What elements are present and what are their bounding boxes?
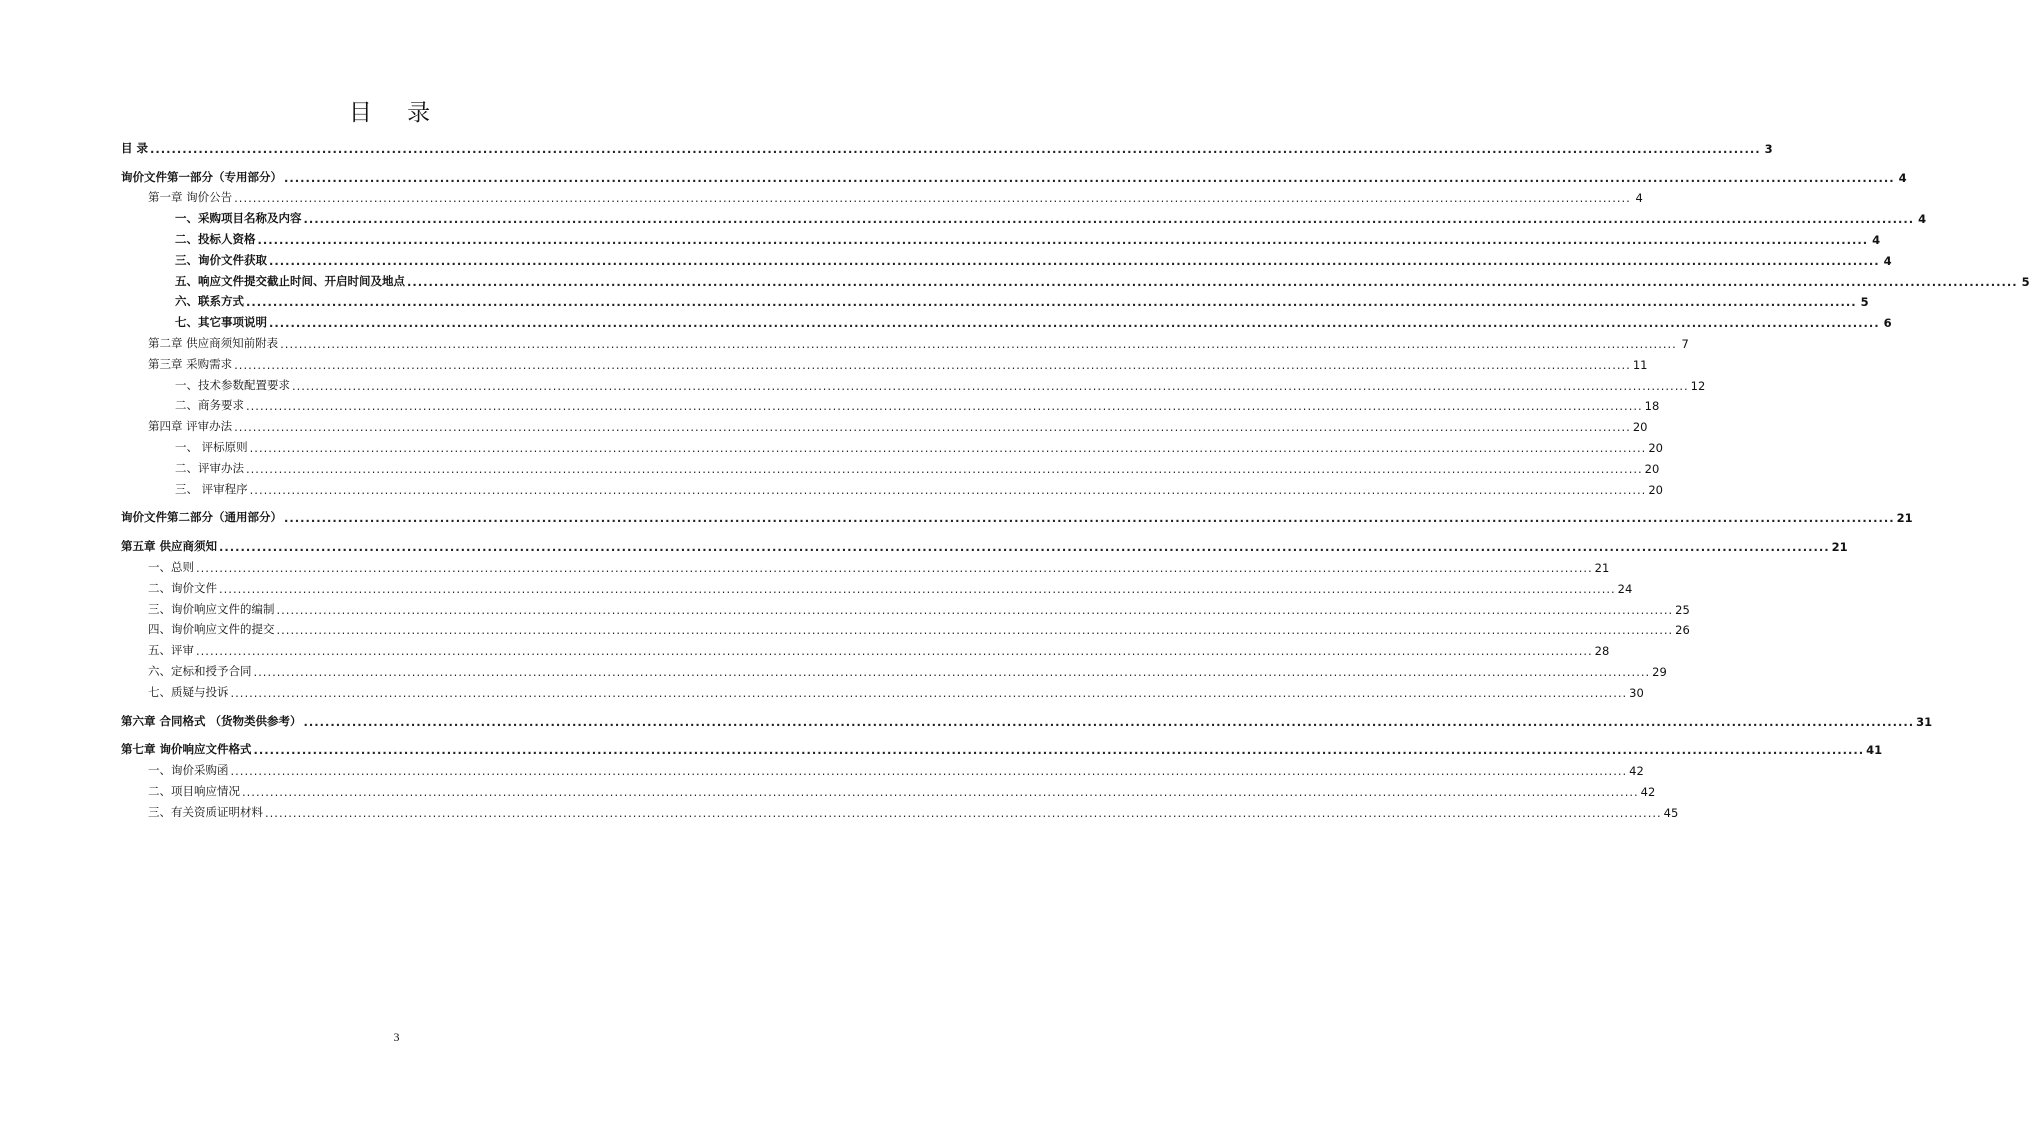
toc-entry-page: 21 bbox=[1594, 560, 1610, 575]
toc-entry-label: 第五章 供应商须知 bbox=[121, 539, 218, 554]
toc-entry[interactable] bbox=[121, 268, 2030, 289]
toc-entry-label: 三、有关资质证明材料 bbox=[148, 804, 263, 819]
toc-leader-dots: ............................................................................................................................................................................................................................................................................................................ bbox=[253, 743, 1865, 758]
toc-entry[interactable] bbox=[121, 434, 1663, 455]
toc-entry[interactable] bbox=[121, 554, 1610, 575]
toc-entry-page: 20 bbox=[1648, 440, 1663, 455]
toc-entry-label: 一、采购项目名称及内容 bbox=[175, 211, 302, 226]
toc-entry[interactable] bbox=[121, 737, 1883, 758]
toc-leader-dots: ............................................................................................................................................................................................................................................................................................................ bbox=[265, 805, 1662, 820]
toc-leader-dots: ............................................................................................................................................................................................................................................................................................................ bbox=[276, 623, 1674, 638]
toc-leader-dots: ............................................................................................................................................................................................................................................................................................................ bbox=[196, 644, 1593, 659]
toc-entry[interactable] bbox=[121, 164, 1907, 185]
toc-leader-dots: ............................................................................................................................................................................................................................................................................................................ bbox=[234, 191, 1631, 206]
toc-entry[interactable] bbox=[121, 708, 1933, 729]
toc-entry-page: 20 bbox=[1648, 482, 1663, 497]
toc-leader-dots: ............................................................................................................................................................................................................................................................................................................ bbox=[234, 420, 1631, 435]
toc-entry[interactable] bbox=[121, 637, 1610, 659]
toc-entry[interactable] bbox=[121, 413, 1648, 435]
toc-entry[interactable] bbox=[121, 505, 1913, 526]
toc-entry-label: 第七章 询价响应文件格式 bbox=[121, 742, 252, 757]
toc-entry-page: 3 bbox=[1764, 141, 1773, 156]
toc-leader-dots: ............................................................................................................................................................................................................................................................................................................ bbox=[196, 560, 1593, 575]
toc-leader-dots: ............................................................................................................................................................................................................................................................................................................ bbox=[284, 170, 1895, 185]
toc-entry[interactable] bbox=[121, 455, 1660, 476]
toc-entry[interactable] bbox=[121, 617, 1690, 638]
toc-entry-page: 4 bbox=[1883, 253, 1892, 268]
toc-entry-page: 30 bbox=[1629, 685, 1644, 700]
toc-leader-dots: ............................................................................................................................................................................................................................................................................................................ bbox=[246, 399, 1643, 414]
toc-entry-page: 42 bbox=[1629, 764, 1644, 779]
toc-entry-page: 45 bbox=[1663, 805, 1679, 820]
toc-entry[interactable] bbox=[121, 185, 1643, 206]
toc-entry-label: 七、其它事项说明 bbox=[175, 315, 267, 330]
toc-entry-page: 29 bbox=[1652, 664, 1667, 679]
toc-entry-label: 一、技术参数配置要求 bbox=[175, 377, 290, 392]
toc-entry[interactable] bbox=[121, 226, 1881, 247]
toc-entry[interactable] bbox=[121, 309, 1892, 331]
toc-entry[interactable] bbox=[121, 372, 1706, 393]
toc-entry[interactable] bbox=[121, 330, 1689, 351]
toc-leader-dots: ............................................................................................................................................................................................................................................................................................................ bbox=[280, 336, 1677, 351]
toc-entry-page: 5 bbox=[1860, 295, 1869, 310]
toc-leader-dots: ............................................................................................................................................................................................................................................................................................................ bbox=[150, 141, 1761, 156]
toc-leader-dots: ............................................................................................................................................................................................................................................................................................................ bbox=[303, 714, 1915, 729]
toc-leader-dots: ............................................................................................................................................................................................................................................................................................................ bbox=[269, 316, 1880, 331]
toc-entry[interactable] bbox=[121, 351, 1648, 372]
toc-entry[interactable] bbox=[121, 289, 1869, 310]
toc-entry-label: 目 录 bbox=[121, 140, 149, 155]
toc-entry[interactable] bbox=[121, 778, 1656, 799]
toc-entry[interactable] bbox=[121, 393, 1660, 414]
toc-leader-dots: ............................................................................................................................................................................................................................................................................................................ bbox=[303, 212, 1915, 227]
toc-entry-label: 一、询价采购函 bbox=[148, 763, 229, 778]
toc-entry-label: 二、投标人资格 bbox=[175, 231, 256, 246]
toc-leader-dots: ............................................................................................................................................................................................................................................................................................................ bbox=[242, 784, 1639, 799]
toc-leader-dots: ............................................................................................................................................................................................................................................................................................................ bbox=[284, 511, 1895, 526]
toc-entry-page: 4 bbox=[1898, 170, 1907, 185]
toc-entry-label: 第一章 询价公告 bbox=[148, 190, 233, 205]
toc-entry[interactable] bbox=[121, 596, 1690, 617]
toc-entry-label: 第三章 采购需求 bbox=[148, 356, 233, 371]
toc-entry-label: 三、询价响应文件的编制 bbox=[148, 601, 275, 616]
toc-entry[interactable] bbox=[121, 247, 1892, 268]
toc-entry-page: 42 bbox=[1640, 784, 1656, 799]
toc-leader-dots: ............................................................................................................................................................................................................................................................................................................ bbox=[230, 764, 1628, 779]
toc-entry-page: 4 bbox=[1918, 212, 1927, 227]
toc-leader-dots: ............................................................................................................................................................................................................................................................................................................ bbox=[257, 232, 1869, 247]
toc-entry-page: 20 bbox=[1644, 461, 1660, 476]
toc-entry-label: 询价文件第二部分（通用部分） bbox=[121, 510, 282, 525]
toc-leader-dots: ............................................................................................................................................................................................................................................................................................................ bbox=[407, 274, 2018, 289]
toc-leader-dots: ............................................................................................................................................................................................................................................................................................................ bbox=[230, 685, 1628, 700]
toc-entry[interactable] bbox=[121, 205, 1927, 227]
toc-leader-dots: ............................................................................................................................................................................................................................................................................................................ bbox=[246, 295, 1857, 310]
toc-entry-page: 21 bbox=[1831, 540, 1848, 555]
toc-entry-label: 二、询价文件 bbox=[148, 580, 217, 595]
toc-entry-page: 11 bbox=[1632, 357, 1648, 372]
toc-entry[interactable] bbox=[121, 679, 1644, 700]
toc-leader-dots: ............................................................................................................................................................................................................................................................................................................ bbox=[249, 482, 1647, 497]
toc-entry-label: 第四章 评审办法 bbox=[148, 419, 233, 434]
toc-entry-page: 20 bbox=[1632, 420, 1648, 435]
toc-entry-page: 24 bbox=[1617, 581, 1633, 596]
toc-entry-page: 4 bbox=[1635, 191, 1643, 206]
toc-entry[interactable] bbox=[121, 658, 1667, 679]
toc-entry-label: 五、响应文件提交截止时间、开启时间及地点 bbox=[175, 273, 405, 288]
toc-entry[interactable] bbox=[121, 135, 1773, 156]
toc-entry-label: 六、定标和授予合同 bbox=[148, 663, 252, 678]
toc-entry-label: 三、 评审程序 bbox=[175, 481, 248, 496]
toc-leader-dots: ............................................................................................................................................................................................................................................................................................................ bbox=[292, 378, 1689, 393]
toc-entry-label: 二、评审办法 bbox=[175, 460, 244, 475]
toc-entry-page: 6 bbox=[1883, 316, 1892, 331]
toc-leader-dots: ............................................................................................................................................................................................................................................................................................................ bbox=[269, 253, 1880, 268]
toc-entry-label: 第二章 供应商须知前附表 bbox=[148, 335, 279, 350]
toc-entry[interactable] bbox=[121, 533, 1848, 555]
toc-entry-page: 25 bbox=[1675, 602, 1690, 617]
toc-entry[interactable] bbox=[121, 575, 1633, 596]
toc-entry-label: 五、评审 bbox=[148, 643, 194, 658]
toc-entry-label: 四、询价响应文件的提交 bbox=[148, 622, 275, 637]
toc-entry-page: 21 bbox=[1896, 511, 1913, 526]
toc-leader-dots: ............................................................................................................................................................................................................................................................................................................ bbox=[276, 602, 1674, 617]
toc-leader-dots: ............................................................................................................................................................................................................................................................................................................ bbox=[249, 440, 1647, 455]
toc-leader-dots: ............................................................................................................................................................................................................................................................................................................ bbox=[246, 461, 1643, 476]
toc-entry-page: 18 bbox=[1644, 399, 1660, 414]
toc-entry-label: 七、质疑与投诉 bbox=[148, 684, 229, 699]
toc-entry-page: 12 bbox=[1690, 378, 1706, 393]
toc-leader-dots: ............................................................................................................................................................................................................................................................................................................ bbox=[219, 581, 1616, 596]
toc-entry-label: 三、询价文件获取 bbox=[175, 252, 267, 267]
table-of-contents bbox=[121, 135, 2030, 820]
toc-entry-label: 二、项目响应情况 bbox=[148, 783, 240, 798]
toc-entry-page: 41 bbox=[1866, 743, 1883, 758]
toc-entry-label: 二、商务要求 bbox=[175, 398, 244, 413]
toc-title: 目 录 bbox=[348, 100, 445, 126]
toc-entry-label: 六、联系方式 bbox=[175, 294, 244, 309]
toc-entry-page: 5 bbox=[2021, 274, 2030, 289]
page-number: 3 bbox=[393, 1030, 400, 1044]
toc-entry-label: 一、总则 bbox=[148, 559, 194, 574]
toc-entry[interactable] bbox=[121, 757, 1644, 779]
toc-entry-page: 26 bbox=[1675, 623, 1690, 638]
toc-leader-dots: ............................................................................................................................................................................................................................................................................................................ bbox=[253, 664, 1651, 679]
toc-leader-dots: ............................................................................................................................................................................................................................................................................................................ bbox=[219, 540, 1830, 555]
toc-entry-label: 第六章 合同格式 （货物类供参考） bbox=[121, 713, 302, 728]
toc-entry-page: 28 bbox=[1594, 644, 1610, 659]
toc-entry-page: 7 bbox=[1681, 336, 1689, 351]
toc-entry-page: 4 bbox=[1872, 232, 1881, 247]
toc-entry-page: 31 bbox=[1916, 714, 1933, 729]
toc-entry[interactable] bbox=[121, 476, 1663, 497]
toc-entry-label: 一、 评标原则 bbox=[175, 439, 248, 454]
toc-leader-dots: ............................................................................................................................................................................................................................................................................................................ bbox=[234, 357, 1631, 372]
toc-entry[interactable] bbox=[121, 799, 1679, 820]
toc-entry-label: 询价文件第一部分（专用部分） bbox=[121, 169, 282, 184]
